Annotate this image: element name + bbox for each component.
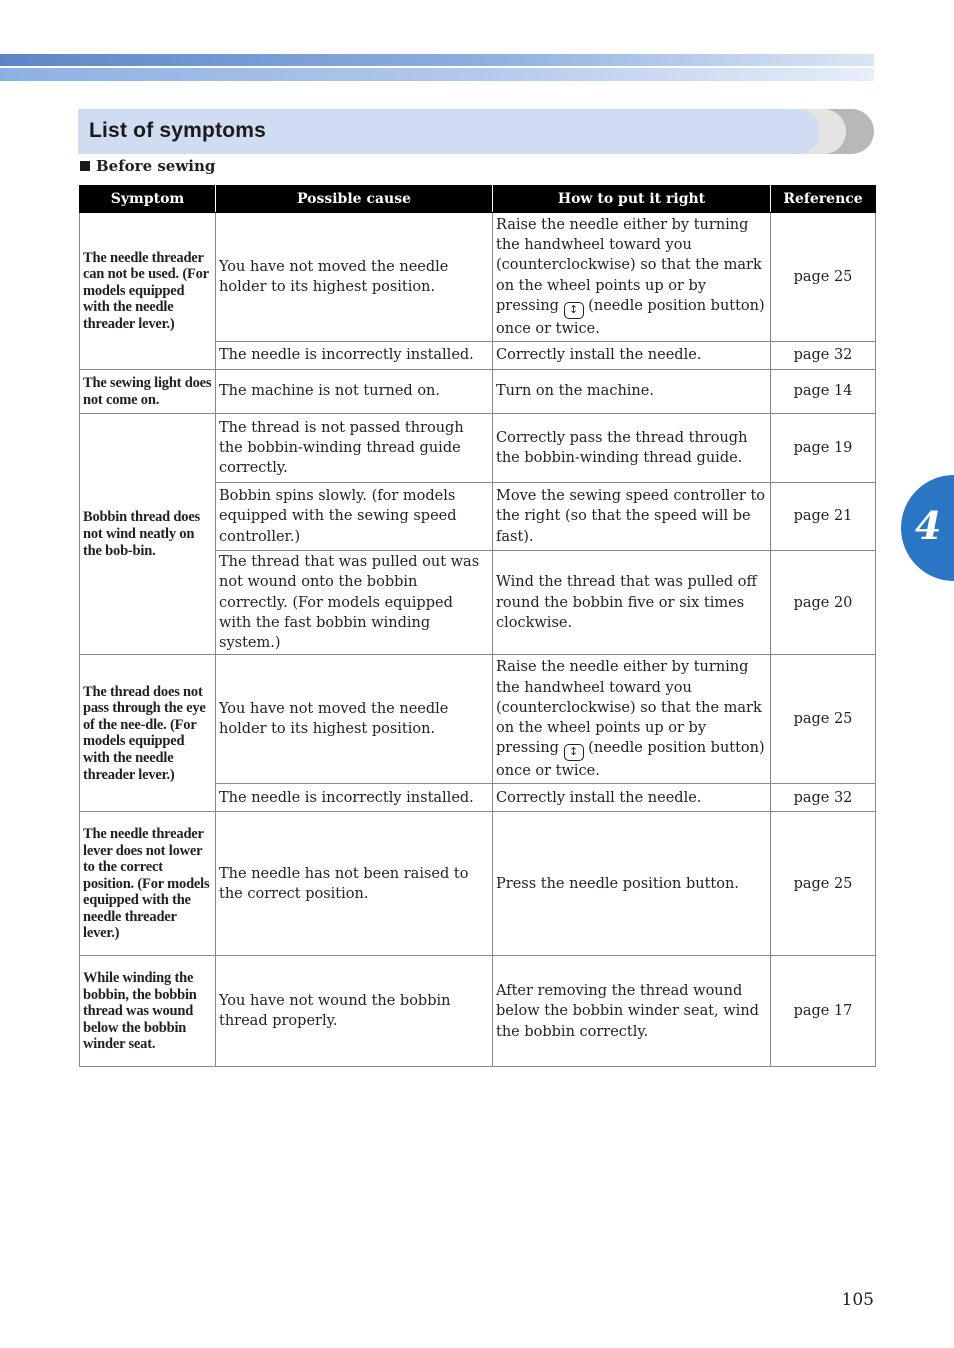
fix-text-continued: (needle position button) once or twice. — [496, 297, 765, 337]
header-band-bottom — [0, 68, 874, 81]
subsection-heading — [80, 156, 215, 176]
cause-cell: You have not moved the needle holder to its highest position. — [216, 213, 493, 342]
table-row — [80, 213, 876, 342]
reference-cell: page 25 — [771, 655, 876, 784]
fix-cell: Move the sewing speed controller to the right (so that the speed will be fast). — [493, 483, 771, 551]
fix-text: Raise the needle either by turning the handwheel toward you (counterclockwise) so that the mark on the wheel points up or by pressing — [496, 216, 762, 314]
section-title: List of symptoms — [89, 119, 267, 142]
section-header — [78, 109, 874, 154]
cause-cell: The machine is not turned on. — [216, 370, 493, 414]
reference-cell: page 19 — [771, 414, 876, 483]
fix-cell: Wind the thread that was pulled off round the bobbin five or six times clockwise. — [493, 551, 771, 655]
fix-cell: Turn on the machine. — [493, 370, 771, 414]
reference-cell: page 32 — [771, 342, 876, 370]
cause-cell: The needle has not been raised to the correct position. — [216, 812, 493, 956]
needle-position-button-icon: ↕ — [564, 302, 584, 319]
reference-cell: page 21 — [771, 483, 876, 551]
fix-cell: After removing the thread wound below the bobbin winder seat, wind the bobbin correctly. — [493, 956, 771, 1067]
symptom-cell: The needle threader can not be used. (For models equipped with the needle threader lever.) — [80, 213, 216, 370]
fix-text: Raise the needle either by turning the handwheel toward you (counterclockwise) so that the mark on the wheel points up or by pressing — [496, 659, 762, 757]
cause-cell: Bobbin spins slowly. (for models equipped with the sewing speed controller.) — [216, 483, 493, 551]
needle-position-button-icon: ↕ — [564, 744, 584, 761]
table-row — [80, 370, 876, 414]
square-bullet-icon — [80, 161, 90, 171]
fix-cell: Correctly install the needle. — [493, 784, 771, 812]
symptom-cell: While winding the bobbin, the bobbin thread was wound below the bobbin winder seat. — [80, 956, 216, 1067]
symptom-cell: The needle threader lever does not lower to the correct position. (For models equipped with the needle threader lever.) — [80, 812, 216, 956]
fix-cell — [493, 213, 771, 342]
cause-cell: The needle is incorrectly installed. — [216, 784, 493, 812]
table-row — [80, 414, 876, 483]
fix-cell: Correctly pass the thread through the bobbin-winding thread guide. — [493, 414, 771, 483]
header-symptom: Symptom — [80, 186, 216, 213]
header-how-to-put-it-right: How to put it right — [493, 186, 771, 213]
cause-cell: The thread that was pulled out was not wound onto the bobbin correctly. (For models equipped with the fast bobbin winding system.) — [216, 551, 493, 655]
reference-cell: page 25 — [771, 812, 876, 956]
page-number: 105 — [841, 1290, 874, 1310]
reference-cell: page 25 — [771, 213, 876, 342]
reference-cell: page 17 — [771, 956, 876, 1067]
fix-cell: Press the needle position button. — [493, 812, 771, 956]
symptom-cell: Bobbin thread does not wind neatly on the bob-bin. — [80, 414, 216, 655]
cause-cell: You have not moved the needle holder to its highest position. — [216, 655, 493, 784]
table-row — [80, 956, 876, 1067]
subsection-title: Before sewing — [96, 157, 216, 175]
symptoms-table — [79, 185, 876, 1067]
table-row — [80, 812, 876, 956]
reference-cell: page 32 — [771, 784, 876, 812]
symptom-cell: The thread does not pass through the eye of the nee-dle. (For models equipped with the needle threader lever.) — [80, 655, 216, 812]
reference-cell: page 14 — [771, 370, 876, 414]
header-possible-cause: Possible cause — [216, 186, 493, 213]
reference-cell: page 20 — [771, 551, 876, 655]
chapter-tab — [901, 475, 954, 581]
chapter-number: 4 — [915, 503, 942, 548]
table-header-row — [80, 186, 876, 213]
fix-cell — [493, 655, 771, 784]
cause-cell: The needle is incorrectly installed. — [216, 342, 493, 370]
table-row — [80, 655, 876, 784]
cause-cell: The thread is not passed through the bobbin-winding thread guide correctly. — [216, 414, 493, 483]
fix-text-continued: (needle position button) once or twice. — [496, 740, 765, 780]
header-reference: Reference — [771, 186, 876, 213]
section-header-bar — [78, 109, 820, 154]
symptom-cell: The sewing light does not come on. — [80, 370, 216, 414]
fix-cell: Correctly install the needle. — [493, 342, 771, 370]
cause-cell: You have not wound the bobbin thread properly. — [216, 956, 493, 1067]
header-band-top — [0, 54, 874, 66]
